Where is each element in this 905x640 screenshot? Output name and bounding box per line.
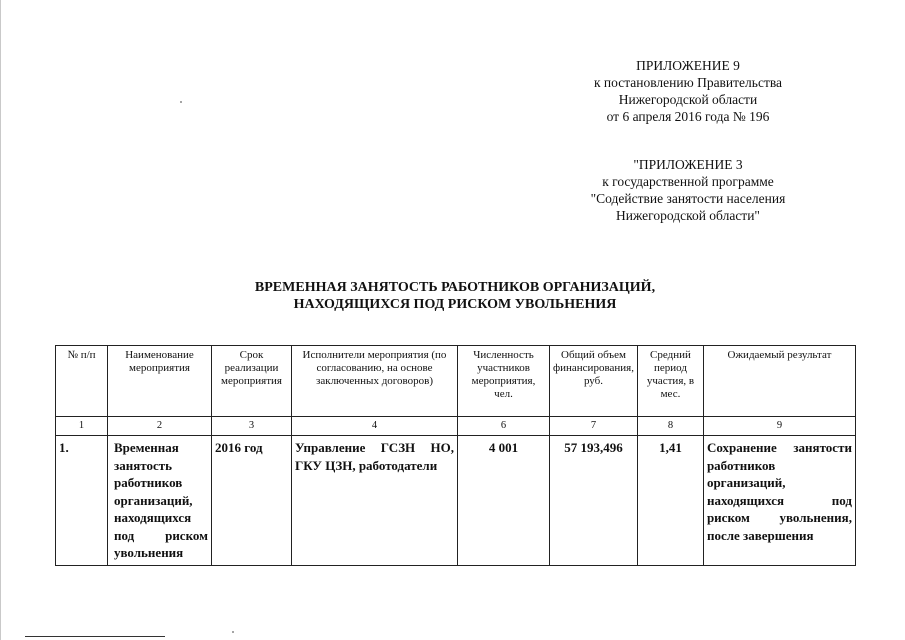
title-line: ВРЕМЕННАЯ ЗАНЯТОСТЬ РАБОТНИКОВ ОРГАНИЗАЦИЙ, bbox=[254, 280, 656, 295]
appendix-3-line: к государственной программе bbox=[602, 174, 774, 189]
document-title bbox=[130, 279, 780, 313]
funding-amount: 57 193,496 bbox=[550, 436, 638, 566]
bottom-rule bbox=[25, 636, 165, 637]
appendix-3-line: Нижегородской области" bbox=[616, 208, 760, 223]
measure-name: Временная занятость работников организаций, находящихся под риском увольнения bbox=[108, 436, 212, 566]
column-number: 8 bbox=[637, 417, 703, 436]
average-duration: 1,41 bbox=[637, 436, 703, 566]
header-cell: Ожидаемый результат bbox=[703, 346, 855, 417]
scan-speck bbox=[232, 631, 234, 633]
header-cell: Наименование мероприятия bbox=[108, 346, 212, 417]
column-number: 1 bbox=[56, 417, 108, 436]
table-row bbox=[56, 436, 856, 566]
column-number: 4 bbox=[292, 417, 458, 436]
appendix-9-line: к постановлению Правительства bbox=[593, 75, 783, 90]
header-cell: Срок реализации мероприятия bbox=[212, 346, 292, 417]
column-number: 9 bbox=[703, 417, 855, 436]
appendix-3-title: "ПРИЛОЖЕНИЕ 3 bbox=[633, 157, 743, 172]
header-cell: № п/п bbox=[56, 346, 108, 417]
row-number: 1. bbox=[56, 436, 108, 566]
appendix-3-line: "Содействие занятости населения bbox=[590, 191, 786, 206]
column-number: 6 bbox=[458, 417, 550, 436]
table-header-row bbox=[56, 346, 856, 417]
column-number: 3 bbox=[212, 417, 292, 436]
appendix-9-line: Нижегородской области bbox=[618, 92, 758, 107]
page-left-edge bbox=[0, 0, 1, 640]
column-number: 7 bbox=[550, 417, 638, 436]
implementation-period: 2016 год bbox=[212, 436, 292, 566]
header-cell: Численность участников мероприятия, чел. bbox=[458, 346, 550, 417]
header-cell: Средний период участия, в мес. bbox=[637, 346, 703, 417]
appendix-9-title: ПРИЛОЖЕНИЕ 9 bbox=[636, 58, 740, 73]
header-cell: Исполнители мероприятия (по согласованию, на основе заключенных договоров) bbox=[292, 346, 458, 417]
measures-table bbox=[55, 345, 856, 566]
appendix-9-block bbox=[538, 57, 838, 125]
header-cell: Общий объем финансирования, руб. bbox=[550, 346, 638, 417]
executors: Управление ГСЗН НО, ГКУ ЦЗН, работодатели bbox=[292, 436, 458, 566]
appendix-9-line: от 6 апреля 2016 года № 196 bbox=[606, 109, 770, 124]
expected-result: Сохранение занятости работников организаций, находящихся под риском увольнения, после завершения bbox=[703, 436, 855, 566]
scan-speck bbox=[180, 101, 182, 103]
column-number: 2 bbox=[108, 417, 212, 436]
appendix-3-block bbox=[538, 156, 838, 224]
column-number-row bbox=[56, 417, 856, 436]
participants-count: 4 001 bbox=[458, 436, 550, 566]
title-line: НАХОДЯЩИХСЯ ПОД РИСКОМ УВОЛЬНЕНИЯ bbox=[293, 297, 617, 312]
